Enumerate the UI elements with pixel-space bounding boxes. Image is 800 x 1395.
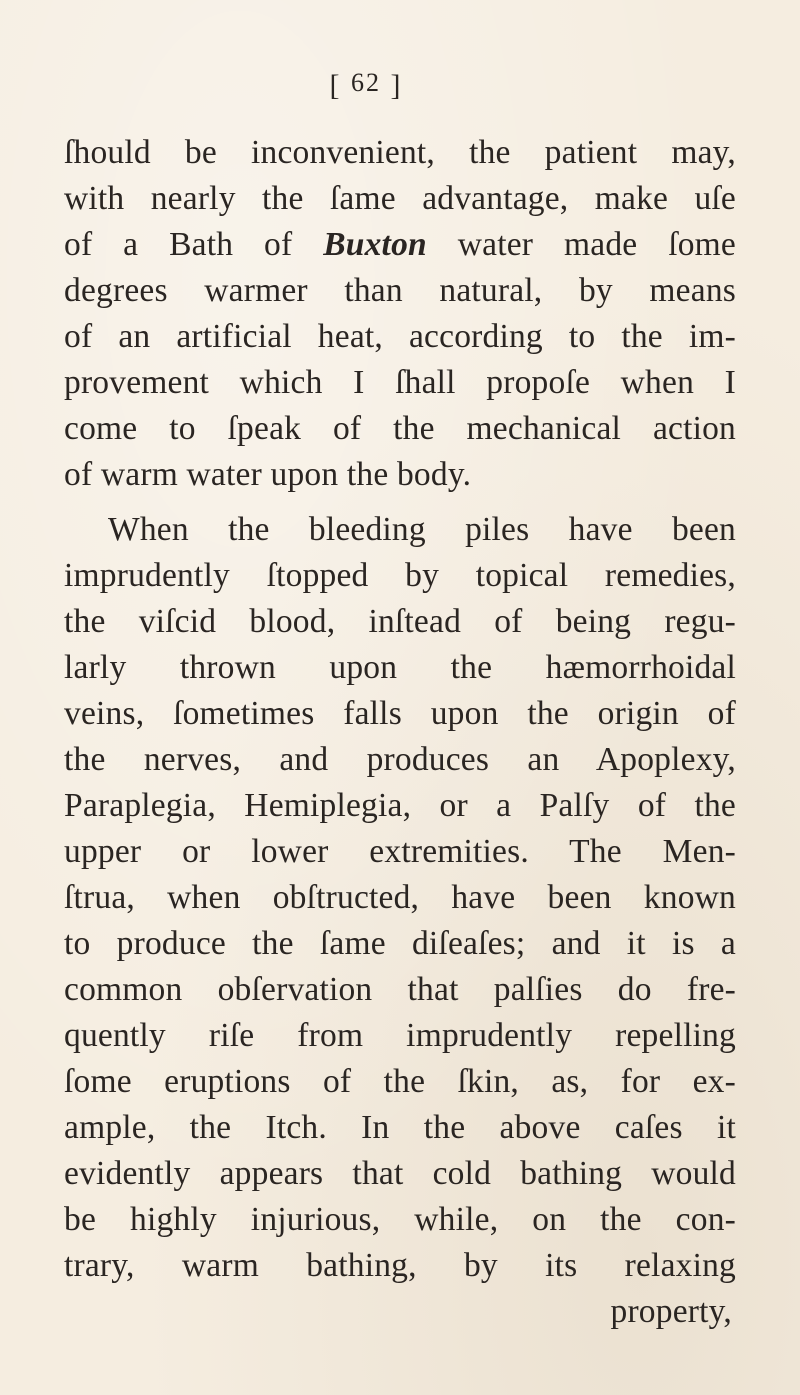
italic-place-name: Buxton bbox=[323, 226, 427, 263]
text-line: provement which I ſhall propoſe when I bbox=[64, 364, 736, 401]
text-line: the viſcid blood, inſtead of being regu- bbox=[64, 603, 736, 640]
text-line: common obſervation that palſies do fre- bbox=[64, 971, 736, 1008]
text-line: larly thrown upon the hæmorrhoidal bbox=[64, 649, 736, 686]
text-run: of a Bath of bbox=[64, 226, 324, 263]
page-number bbox=[0, 68, 766, 103]
text-line: with nearly the ſame advantage, make uſe bbox=[64, 180, 736, 217]
text-line: degrees warmer than natural, by means bbox=[64, 272, 736, 309]
catchword: property, bbox=[610, 1293, 732, 1330]
text-line: of warm water upon the body. bbox=[64, 456, 472, 493]
text-line: evidently appears that cold bathing would bbox=[64, 1155, 736, 1192]
text-line: ample, the Itch. In the above caſes it bbox=[64, 1109, 736, 1146]
paragraph-2 bbox=[64, 507, 736, 1335]
text-line: ſome eruptions of the ſkin, as, for ex- bbox=[64, 1063, 736, 1100]
text-line: ſtrua, when obſtructed, have been known bbox=[64, 879, 736, 916]
text-line: veins, ſometimes falls upon the origin of bbox=[64, 695, 736, 732]
text-line bbox=[64, 222, 736, 268]
page-number-value: 62 bbox=[351, 68, 381, 97]
text-line: upper or lower extremities. The Men- bbox=[64, 833, 736, 870]
text-line: quently riſe from imprudently repelling bbox=[64, 1017, 736, 1054]
text-line: of an artificial heat, according to the im- bbox=[64, 318, 736, 355]
paragraph-1 bbox=[64, 130, 736, 498]
text-line: the nerves, and produces an Apoplexy, bbox=[64, 741, 736, 778]
text-line: When the bleeding piles have been bbox=[108, 511, 736, 548]
text-line: come to ſpeak of the mechanical action bbox=[64, 410, 736, 447]
text-line: imprudently ſtopped by topical remedies, bbox=[64, 557, 736, 594]
page-number-close-bracket: ] bbox=[390, 69, 403, 102]
text-line: to produce the ſame diſeaſes; and it is a bbox=[64, 925, 736, 962]
text-line: be highly injurious, while, on the con- bbox=[64, 1201, 736, 1238]
text-run: water made ſome bbox=[426, 226, 736, 263]
text-line: Paraplegia, Hemiplegia, or a Palſy of the bbox=[64, 787, 736, 824]
text-line: trary, warm bathing, by its relaxing bbox=[64, 1247, 736, 1284]
page-number-open-bracket: [ bbox=[329, 69, 342, 102]
text-line: ſhould be inconvenient, the patient may, bbox=[64, 134, 736, 171]
